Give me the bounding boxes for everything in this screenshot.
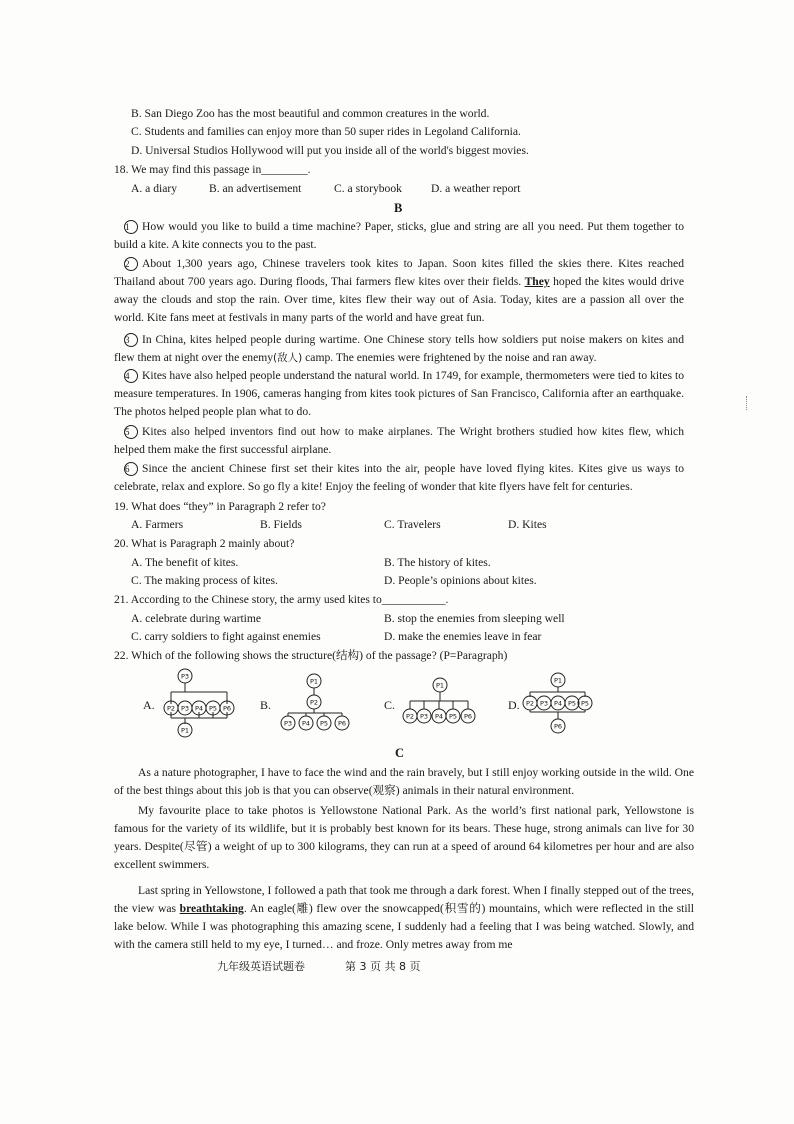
paragraph-1-text: How would you like to build a time machine? Paper, sticks, glue and string are all you need. Put them together to build a kite. A kite connects you to the past. — [114, 220, 684, 251]
node-p5: P5 — [448, 712, 458, 721]
passage-b-paragraph-6 — [114, 460, 684, 496]
diagram-b-label: B. — [260, 698, 272, 712]
passage-b-paragraph-2 — [114, 255, 684, 327]
paragraph-number-4: 4 — [124, 369, 138, 383]
q21-option-c: C. carry soldiers to fight against enemies — [131, 630, 321, 643]
node-p3: P3 — [283, 719, 293, 728]
q20-option-c: C. The making process of kites. — [131, 574, 278, 587]
underlined-word-breathtaking: breathtaking — [179, 902, 244, 915]
node-p2: P2 — [166, 704, 176, 713]
node-p5: P5 — [319, 719, 329, 728]
node-p1: P1 — [309, 677, 319, 686]
q21-stem: 21. According to the Chinese story, the army used kites to___________. — [114, 593, 449, 606]
structure-diagram-d — [522, 670, 600, 736]
node-p1: P1 — [553, 676, 563, 685]
paragraph-2-text-after: hoped the kites would drive away the clouds and stop the rain. Over time, kites flew their way out of Asia. Today, kites are a passion all over the world. Kite fans meet at festivals in many parts of the world and have great fun. — [114, 275, 685, 324]
paragraph-number-5: 5 — [124, 425, 138, 439]
section-c-title: C — [395, 746, 405, 760]
q20-stem: 20. What is Paragraph 2 mainly about? — [114, 537, 295, 550]
paragraph-number-6: 6 — [124, 462, 138, 476]
gloss-enemy: (敌人) — [273, 352, 303, 364]
node-p6: P6 — [463, 712, 473, 721]
section-b-title: B — [394, 201, 403, 215]
q20-option-a: A. The benefit of kites. — [131, 556, 239, 569]
footer-exam-title: 九年级英语试题卷 — [217, 960, 305, 973]
node-p6: P6 — [553, 722, 563, 731]
diagram-a-label: A. — [143, 698, 155, 712]
node-p2: P2 — [309, 698, 319, 707]
node-p1: P1 — [180, 726, 190, 735]
node-p3: P3 — [419, 712, 429, 721]
node-p6: P6 — [337, 719, 347, 728]
node-p2: P2 — [405, 712, 415, 721]
node-p4: P4 — [434, 712, 444, 721]
node-p4: P4 — [194, 704, 204, 713]
option-c-q17: C. Students and families can enjoy more than 50 super rides in Legoland California. — [131, 125, 521, 138]
node-p5: P5 — [567, 699, 577, 708]
q18-option-d: D. a weather report — [431, 182, 521, 195]
passage-b-paragraph-5 — [114, 423, 684, 459]
paragraph-5-text: Kites also helped inventors find out how to make airplanes. The Wright brothers studied how kites flew, which helped them make the first successful airplane. — [114, 425, 684, 456]
q20-option-d: D. People’s opinions about kites. — [384, 574, 537, 587]
paragraph-6-text: Since the ancient Chinese first set their kites into the air, people have loved flying kites. Kites give us ways to celebrate, relax and explore. So go fly a kite! Enjoy the feeling of wonder that kite flyers have felt for centuries. — [114, 462, 684, 493]
paragraph-number-3: 3 — [124, 333, 138, 347]
q19-option-b: B. Fields — [260, 518, 302, 531]
margin-mark — [746, 396, 749, 410]
structure-diagram-c — [398, 675, 480, 727]
node-p1: P1 — [435, 681, 445, 690]
diagram-c-label: C. — [384, 698, 396, 712]
diagram-d-label: D. — [508, 698, 520, 712]
passage-b-paragraph-1 — [114, 218, 684, 254]
q19-option-a: A. Farmers — [131, 518, 184, 531]
passage-b-paragraph-3 — [114, 331, 684, 367]
q22-stem-text: 22. Which of the following shows the structure(结构) of the passage? (P=Paragraph) — [114, 649, 508, 662]
q19-option-c: C. Travelers — [384, 518, 441, 531]
passage-c-paragraph-2-text: My favourite place to take photos is Yellowstone National Park. As the world’s first national park, Yellowstone is famous for the variety of its wildlife, but it is probably best known for its bears. These huge, strong animals can live for 30 years. Despite(尽管) a weight of up to 300 kilograms, they can run at a speed of around 64 kilometres per hour and are also excellent swimmers. — [114, 804, 694, 871]
node-p3: P3 — [539, 699, 549, 708]
q18-option-a: A. a diary — [131, 182, 178, 195]
option-b-q17: B. San Diego Zoo has the most beautiful and common creatures in the world. — [131, 107, 490, 120]
node-p4: P4 — [553, 699, 563, 708]
node-p4: P4 — [301, 719, 311, 728]
node-p2: P2 — [525, 699, 535, 708]
q18-stem: 18. We may find this passage in________. — [114, 163, 311, 176]
q19-option-d: D. Kites — [508, 518, 547, 531]
paragraph-4-text: Kites have also helped people understand the natural world. In 1749, for example, thermometers were tied to kites to measure temperatures. In 1906, cameras hanging from kites took pictures of San Francisco, California after an earthquake. The photos helped people plan what to do. — [114, 369, 684, 418]
structure-diagram-b — [276, 671, 356, 733]
option-d-q17: D. Universal Studios Hollywood will put you inside all of the world's biggest movies. — [131, 144, 529, 157]
paragraph-3-text-after: camp. The enemies were frightened by the noise and ran away. — [305, 351, 597, 364]
paragraph-number-1: 1 — [124, 220, 138, 234]
q18-option-b: B. an advertisement — [209, 182, 302, 195]
node-p6: P6 — [222, 704, 232, 713]
paragraph-number-2: 2 — [124, 257, 138, 271]
node-p5: P5 — [580, 699, 590, 708]
passage-c-paragraph-1 — [114, 764, 694, 800]
q21-option-d: D. make the enemies leave in fear — [384, 630, 542, 643]
node-p3: P3 — [180, 672, 190, 681]
q18-option-c: C. a storybook — [334, 182, 402, 195]
q22-stem — [114, 647, 507, 665]
q21-option-a: A. celebrate during wartime — [131, 612, 262, 625]
structure-diagram-a — [155, 666, 241, 740]
paragraph-3-text-after: . An eagle(雕) flew over the snowcapped(积雪的) mountains, which were reflected in the still lake below. While I was photographing this amazing scene, I suddenly had a feeling that I was being watched. Slowly, and with the camera still held to my eye, I turned… and froze. Only metres away from me — [114, 902, 694, 951]
passage-c-paragraph-3 — [114, 882, 694, 954]
q20-option-b: B. The history of kites. — [384, 556, 491, 569]
passage-c-paragraph-2 — [114, 802, 694, 874]
paragraph-3-text-before: Last spring in Yellowstone, I followed a path that took me through a dark forest. When I finally stepped out of the trees, the view was — [114, 884, 694, 915]
node-p3: P3 — [180, 704, 190, 713]
node-p5: P5 — [208, 704, 218, 713]
paragraph-2-text-before: About 1,300 years ago, Chinese travelers took kites to Japan. Soon kites filled the skies there. Kites reached Thailand about 700 years ago. During floods, Thai farmers flew kites over their fields. — [114, 257, 684, 288]
passage-b-paragraph-4 — [114, 367, 684, 421]
passage-c-paragraph-1-text: As a nature photographer, I have to face the wind and the rain bravely, but I still enjoy working outside in the wild. One of the best things about this job is that you can observe(观察) animals in their natural environment. — [114, 766, 694, 797]
paragraph-3-text-before: In China, kites helped people during wartime. One Chinese story tells how soldiers put noise makers on kites and flew them at night over the enemy — [114, 333, 684, 364]
q21-option-b: B. stop the enemies from sleeping well — [384, 612, 565, 625]
footer-page-number: 第 3 页 共 8 页 — [345, 960, 421, 973]
q19-stem: 19. What does “they” in Paragraph 2 refer to? — [114, 500, 326, 513]
underlined-word-they: They — [524, 275, 550, 288]
